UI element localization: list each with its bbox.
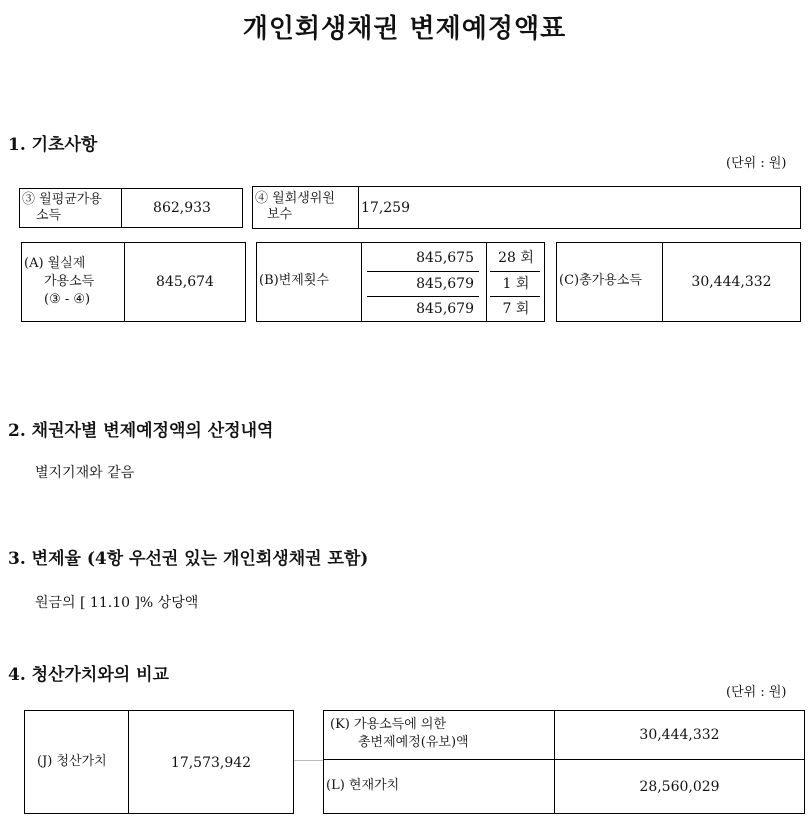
total-repayment-label-2: 총변제예정(유보)액: [358, 735, 469, 750]
section2-text: 별지기재와 같음: [35, 465, 135, 481]
actual-income-box: [21, 242, 246, 322]
section1-heading: 1. 기초사항: [8, 135, 98, 155]
repayment-row-1-amount: 845,675: [416, 250, 474, 266]
monthly-avg-income-box: [19, 188, 243, 228]
total-repayment-value: 30,444,332: [639, 727, 720, 743]
repayment-count-box: [256, 242, 545, 322]
repayment-row-3-count: 7 회: [502, 301, 530, 317]
liquidation-value: 17,573,942: [170, 755, 252, 771]
page-title: 개인회생채권 변제예정액표: [242, 14, 567, 44]
total-income-value: 30,444,332: [691, 274, 772, 290]
total-income-box: [556, 242, 801, 322]
monthly-trustee-fee-label-1: ④ 월회생위원: [255, 191, 335, 206]
total-income-label: (C)총가용소득: [559, 273, 642, 288]
total-repayment-label-1: (K) 가용소득에 의한: [330, 717, 447, 732]
present-value-label: (L) 현재가치: [326, 778, 400, 793]
repayment-comparison-box: [323, 710, 805, 814]
repayment-row-2-count: 1 회: [502, 276, 530, 292]
monthly-trustee-fee-label-2: 보수: [267, 207, 293, 222]
monthly-trustee-fee-value: 17,259: [361, 200, 410, 216]
monthly-trustee-fee-box: [252, 186, 801, 229]
actual-income-label-2: 가용소득: [44, 274, 95, 289]
repayment-row-3-amount: 845,679: [416, 301, 474, 317]
repayment-count-label: (B)변제횟수: [259, 273, 329, 288]
monthly-avg-income-label-1: ③ 월평균가용: [22, 192, 102, 207]
repayment-row-1-count: 28 회: [498, 250, 534, 266]
liquidation-label: (J) 청산가치: [37, 754, 107, 769]
actual-income-label-3: (③ - ④): [44, 292, 91, 307]
present-value-value: 28,560,029: [639, 779, 720, 795]
monthly-avg-income-value: 862,933: [153, 200, 211, 216]
section3-heading: 3. 변제율 (4항 우선권 있는 개인회생채권 포함): [8, 549, 369, 569]
section4-unit: (단위 : 원): [726, 685, 787, 700]
repayment-row-2-amount: 845,679: [416, 276, 474, 292]
actual-income-label-1: (A) 월실제: [24, 256, 86, 271]
monthly-avg-income-label-2: 소득: [36, 208, 62, 223]
actual-income-value: 845,674: [156, 274, 214, 290]
liquidation-box: [24, 710, 294, 814]
section2-heading: 2. 채권자별 변제예정액의 산정내역: [8, 421, 274, 441]
section4-heading: 4. 청산가치와의 비교: [8, 665, 169, 685]
section3-text: 원금의 [ 11.10 ]% 상당액: [35, 595, 199, 611]
section1-unit: (단위 : 원): [726, 156, 787, 171]
